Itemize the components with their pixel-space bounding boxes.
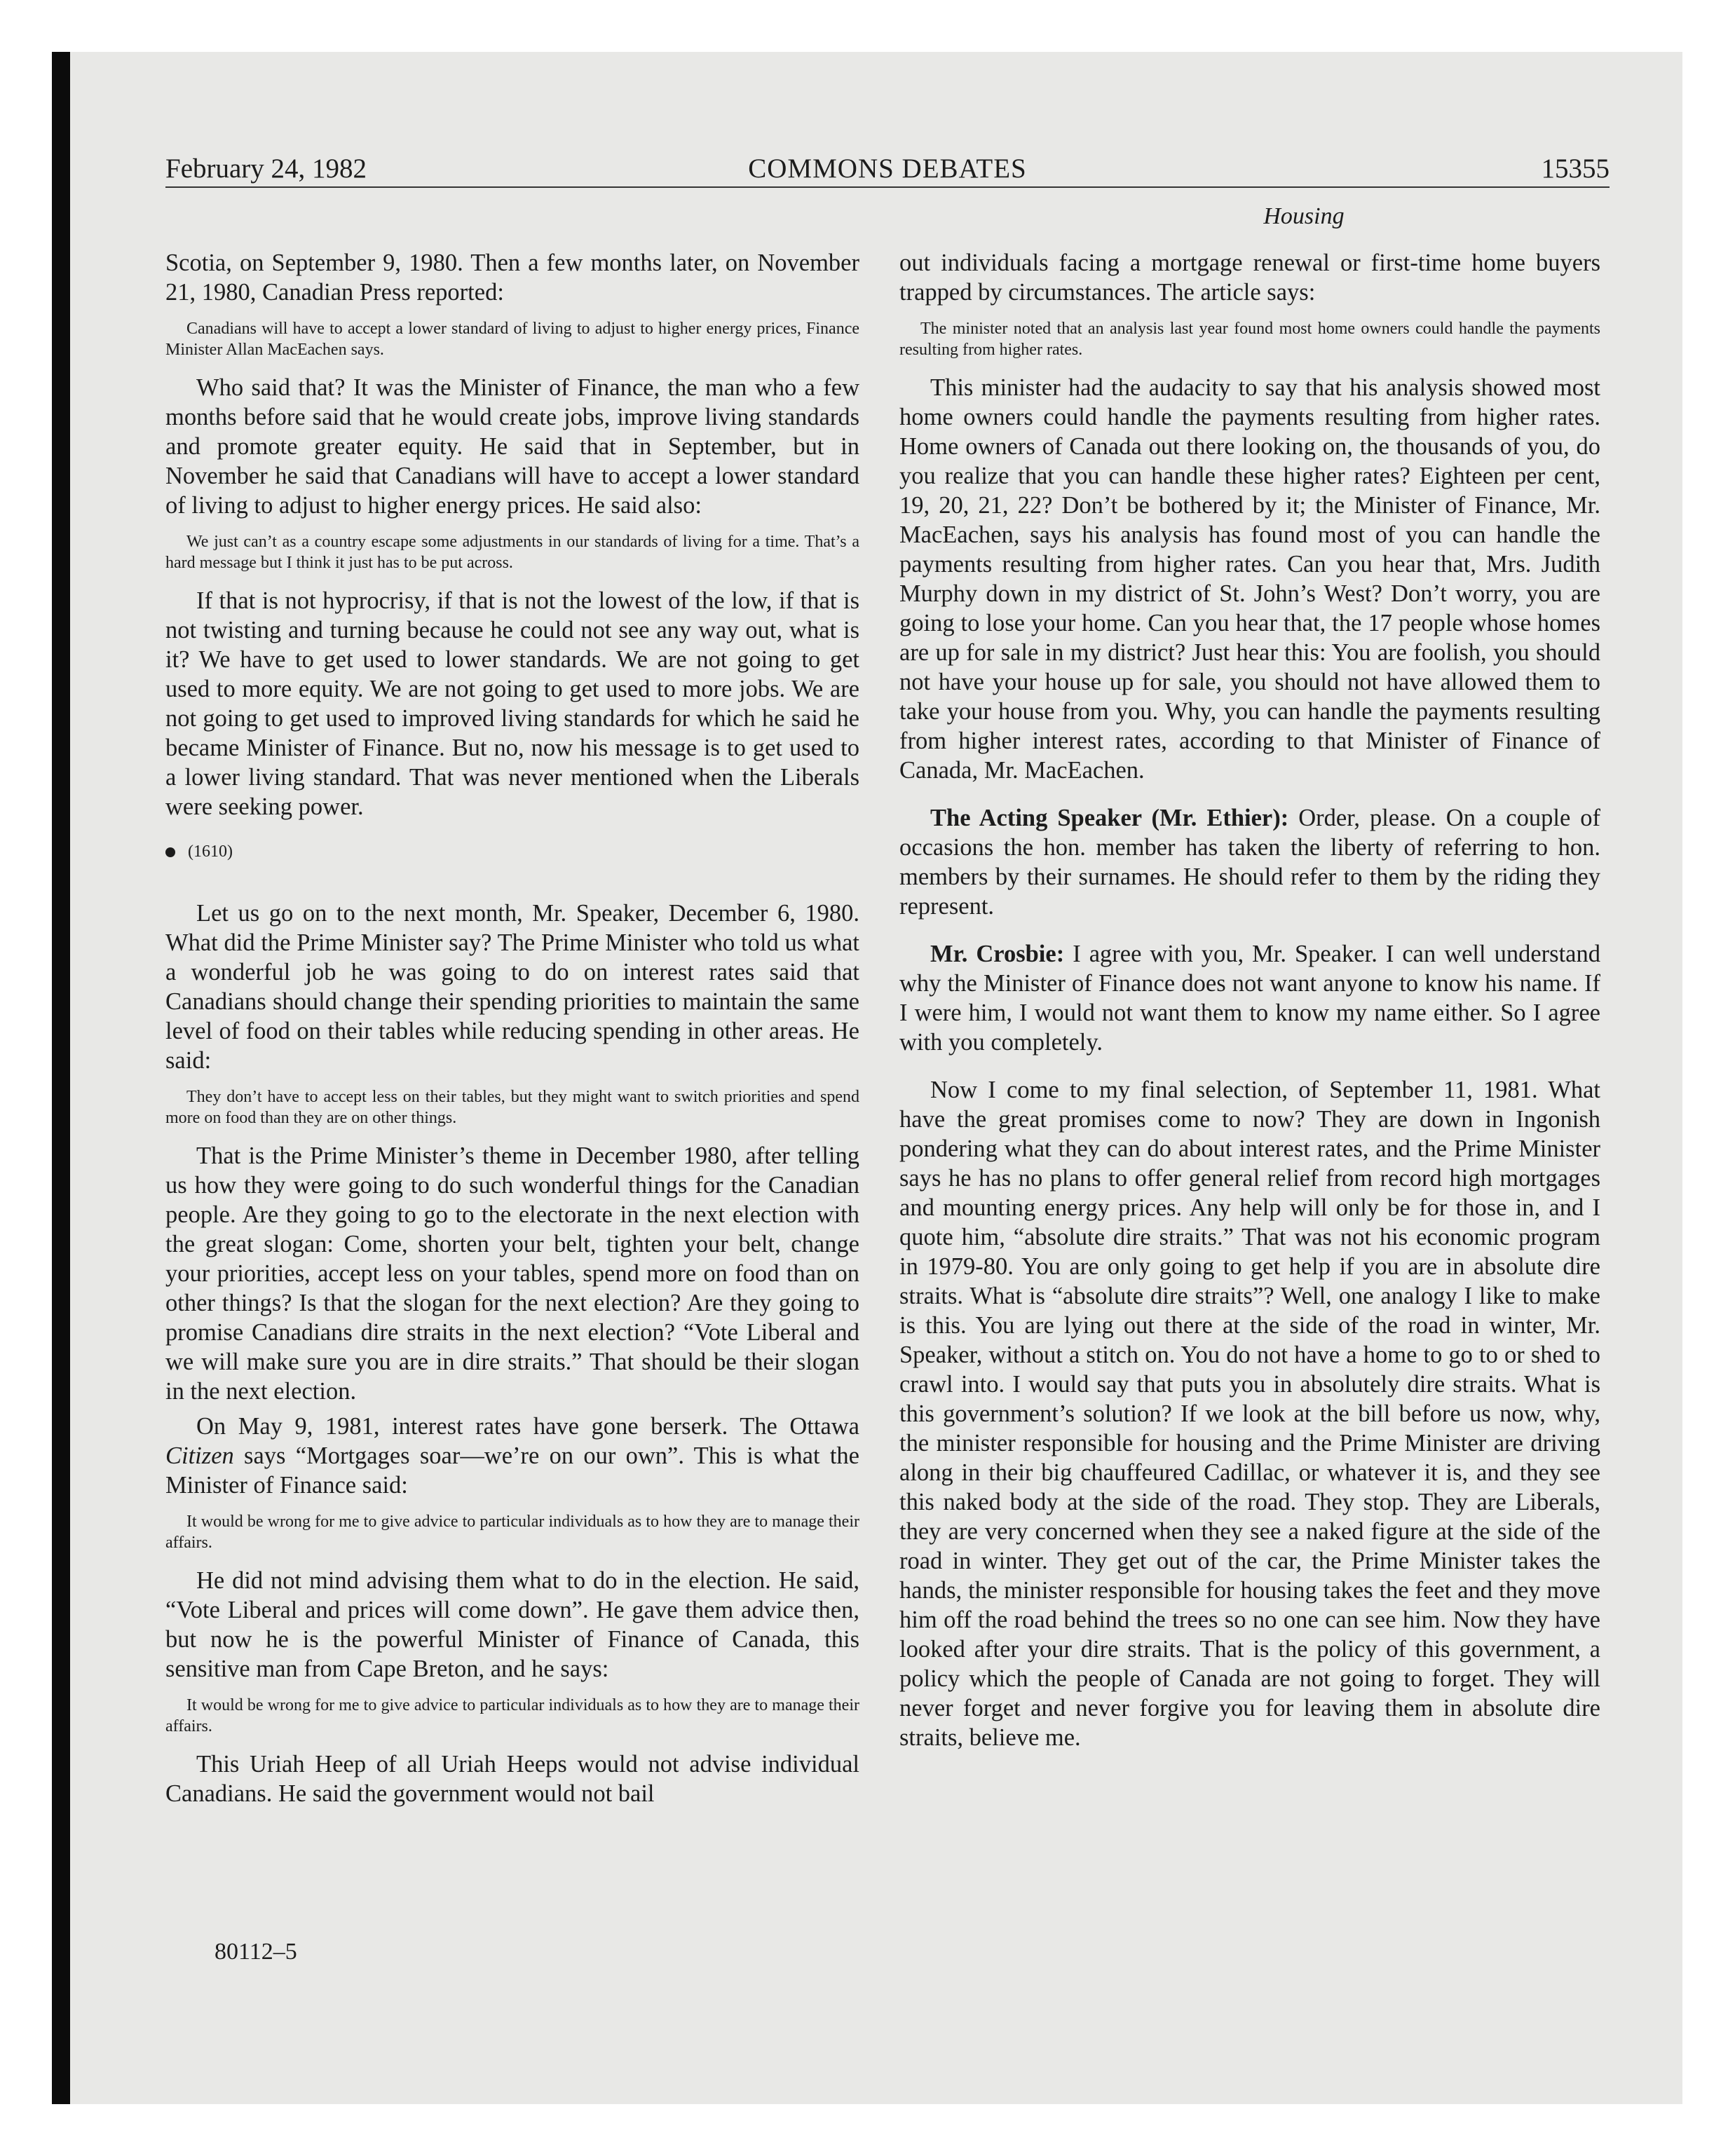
scan-edge bbox=[52, 52, 70, 2104]
quotation: We just can’t as a country escape some adjustments in our standards of living for a time. That’s a hard message but I think it just has to be put across. bbox=[165, 533, 859, 572]
quotation: It would be wrong for me to give advice to particular individuals as to how they are to manage their affairs. bbox=[165, 1513, 859, 1552]
paragraph: He did not mind advising them what to do in the election. He said, “Vote Liberal and prices will come down”. He gave them advice then, but now he is the powerful Minister of Finance of Canada, this sensitive man from Cape Breton, and he says: bbox=[165, 1567, 859, 1682]
quotation: Canadians will have to accept a lower standard of living to adjust to higher energy prices, Finance Minister Allan MacEachen says. bbox=[165, 320, 859, 359]
speech-text: I agree with you, Mr. Speaker. I can well understand why the Minister of Finance does not want anyone to know his name. If I were him, I would not want them to know my name either. So I agree with you completely. bbox=[899, 941, 1600, 1056]
paragraph: out individuals facing a mortgage renewal or first-time home buyers trapped by circumstances. The article says: bbox=[899, 250, 1600, 306]
speaker-name: The Acting Speaker (Mr. Ethier): bbox=[930, 805, 1289, 831]
header-rule bbox=[165, 186, 1610, 188]
paragraph: If that is not hyprocrisy, if that is not the lowest of the low, if that is not twisting and turning because he could not see any way out, what is it? We have to get used to lower standards. We are not going to get used to more equity. We are not going to get used to more jobs. We are not going to get used to improved living standards for which he said he became Minister of Finance. But no, now his message is to get used to a lower living standard. That was never mentioned when the Liberals were seeking power. bbox=[165, 587, 859, 820]
timestamp: (1610) bbox=[188, 842, 233, 861]
speaker-name: Mr. Crosbie: bbox=[930, 941, 1065, 967]
paragraph: Who said that? It was the Minister of Finance, the man who a few months before said that he would create jobs, improve living standards and promote greater equity. He said that in September, but in November he said that Canadians will have to accept a lower standard of living to adjust to higher energy prices. He said also: bbox=[165, 374, 859, 519]
text-run: On May 9, 1981, interest rates have gone berserk. The Ottawa bbox=[196, 1413, 859, 1440]
paragraph: Now I come to my final selection, of September 11, 1981. What have the great promises come to now? They are down in Ingonish pondering what they can do about interest rates, and the Prime Minister says he has no plans to offer general relief from record high mortgages and mounting energy prices. Any help will only be for those in, and I quote him, “absolute dire straits.” That was not his economic program in 1979-80. You are only going to get help if you are in absolute dire straits. What is “absolute dire straits”? Well, one analogy I like to make is this. You are lying out there at the side of the road in winter, Mr. Speaker, without a stitch on. You do not have a home to go to or shed to crawl into. I would say that puts you in absolutely dire straits. What is this government’s solution? If we look at the bill before us now, why, the minister responsible for housing and the Prime Minister are driving along in their big chauffeured Cadillac, or whatever it is, and they see this naked body at the side of the road. They stop. They are Liberals, they are very concerned when they see a naked figure at the side of the road in winter. They get out of the car, the Prime Minister takes the hands, the minister responsible for housing takes the feet and they move him off the road behind the trees so no one can see him. Now they have looked after your dire straits. That is the policy of this government, a policy which the people of Canada are not going to forget. They will never forget and never forgive you for leaving them in absolute dire straits, believe me. bbox=[899, 1077, 1600, 1751]
speech bbox=[899, 803, 1600, 921]
speech bbox=[899, 939, 1600, 1057]
header-page-number: 15355 bbox=[1541, 153, 1610, 184]
text-run: says “Mortgages soar—we’re on our own”. This is what the Minister of Finance said: bbox=[165, 1442, 859, 1499]
newspaper-name: Citizen bbox=[165, 1442, 234, 1469]
quotation: The minister noted that an analysis last year found most home owners could handle the payments resulting from higher rates. bbox=[899, 320, 1600, 359]
quotation: They don’t have to accept less on their tables, but they might want to switch priorities and spend more on food than they are on other things. bbox=[165, 1088, 859, 1127]
footer-code: 80112–5 bbox=[215, 1939, 297, 1965]
paragraph: This Uriah Heep of all Uriah Heeps would not advise individual Canadians. He said the government would not bail bbox=[165, 1751, 859, 1807]
section-title: Housing bbox=[1263, 203, 1345, 229]
quotation: It would be wrong for me to give advice to particular individuals as to how they are to manage their affairs. bbox=[165, 1696, 859, 1735]
page-header bbox=[165, 153, 1610, 189]
paragraph: Scotia, on September 9, 1980. Then a few months later, on November 21, 1980, Canadian Press reported: bbox=[165, 250, 859, 306]
timestamp-marker bbox=[165, 837, 859, 866]
speech-text: Order, please. On a couple of occasions the hon. member has taken the liberty of referring to hon. members by their surnames. He should refer to them by the riding they represent. bbox=[899, 805, 1601, 920]
paragraph: Let us go on to the next month, Mr. Speaker, December 6, 1980. What did the Prime Minister say? The Prime Minister who told us what a wonderful job he was going to do on interest rates said that Canadians should change their spending priorities to maintain the same level of food on their tables while reducing spending in other areas. He said: bbox=[165, 900, 859, 1074]
right-column bbox=[899, 248, 1600, 1758]
paragraph: This minister had the audacity to say that his analysis showed most home owners could handle the payments resulting from higher rates. Home owners of Canada out there looking on, the thousands of you, do you realize that you can handle these higher rates? Eighteen per cent, 19, 20, 21, 22? Don’t be bothered by it; the Minister of Finance, Mr. MacEachen, says his analysis has found most of you can handle the payments resulting from higher rates. Can you hear that, Mrs. Judith Murphy down in my district of St. John’s West? Don’t worry, you are going to lose your home. Can you hear that, the 17 people whose homes are up for sale in my district? Just hear this: You are foolish, you should not have your house up for sale, you should not have allowed them to take your house from you. Why, you can handle the payments resulting from higher interest rates, according to that Minister of Finance of Canada, Mr. MacEachen. bbox=[899, 374, 1600, 784]
paragraph: That is the Prime Minister’s theme in December 1980, after telling us how they were going to do such wonderful things for the Canadian people. Are they going to go to the electorate in the next election with the great slogan: Come, shorten your belt, tighten your belt, change your priorities, accept less on your tables, spend more on food than on other things? Is that the slogan for the next election? Are they going to promise Canadians dire straits in the next election? “Vote Liberal and we will make sure you are in dire straits.” That should be their slogan in the next election. bbox=[165, 1142, 859, 1405]
header-title: COMMONS DEBATES bbox=[748, 153, 1027, 184]
left-column bbox=[165, 248, 859, 1814]
paragraph bbox=[165, 1412, 859, 1500]
bullet-icon bbox=[165, 847, 175, 857]
header-date: February 24, 1982 bbox=[165, 153, 367, 184]
